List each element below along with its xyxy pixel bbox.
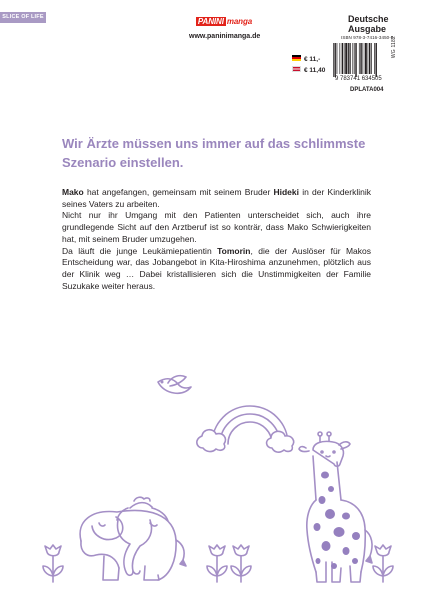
- barcode-bar: [374, 43, 375, 74]
- barcode-bar: [354, 43, 355, 74]
- blurb-paragraph-2: Nicht nur ihr Umgang mit den Patienten unterscheidet sich, auch ihre grundlegende Sicht auf den Arztberuf ist so konträr, dass Mako Schwierigkeiten hat, mit seinem Bruder umzugehen.: [62, 210, 371, 244]
- character-name: Mako: [62, 187, 84, 197]
- price-germany-value: € 11,-: [304, 56, 321, 63]
- austria-flag-icon: [292, 66, 301, 72]
- barcode-bar: [368, 43, 369, 74]
- blurb-paragraph-3: [62, 246, 371, 293]
- character-name: Hideki: [273, 187, 299, 197]
- barcode-bar: [352, 43, 353, 74]
- barcode-bar: [333, 43, 334, 77]
- barcode-bar: [371, 43, 372, 74]
- tulip-icon: [231, 545, 251, 582]
- price-austria: [292, 67, 325, 76]
- character-name: Tomorin: [217, 245, 251, 256]
- tulip-icon: [373, 545, 393, 582]
- barcode-bar: [359, 43, 360, 74]
- giraffe-spots: [314, 472, 361, 570]
- barcode-bar: [337, 43, 338, 74]
- isbn-text: ISBN 978-3-7416-3450-5: [341, 35, 394, 40]
- barcode-bar: [363, 43, 364, 74]
- giraffe-icon: [299, 432, 372, 582]
- barcode-bar: [334, 43, 335, 77]
- barcode-bar: [342, 43, 343, 74]
- barcode-icon: [333, 43, 389, 77]
- publisher-url: www.paninimanga.de: [189, 33, 261, 40]
- barcode-bar: [369, 43, 370, 74]
- barcode-bar: [360, 43, 361, 74]
- tagline: Wir Ärzte müssen uns immer auf das schlimmste Szenario einstellen.: [62, 136, 366, 170]
- bird-icon: [158, 376, 191, 394]
- barcode-digits: 9 783741 634505: [335, 76, 382, 82]
- blurb-text-segment: hat angefangen, gemeinsam mit seinem Bruder: [83, 187, 274, 197]
- wg-code: WG 1182: [391, 36, 397, 59]
- genre-tag: SLICE OF LIFE: [0, 12, 46, 23]
- barcode-bar: [350, 43, 351, 74]
- barcode-bar: [344, 43, 345, 74]
- barcode-bar: [348, 43, 349, 74]
- blurb-paragraph-1: [62, 187, 371, 210]
- article-code: DPLATA004: [350, 87, 384, 93]
- barcode-bar: [355, 43, 356, 77]
- blurb-text: [62, 187, 371, 292]
- illustration: [0, 360, 428, 600]
- elephant-icon: [80, 497, 186, 580]
- logo-part-manga: manga: [226, 17, 253, 26]
- blurb-text-segment: , die der Auslöser für Makos Entscheidung war, das Jobangebot in Kita-Hiroshima anzunehmen, plötzlich aus der Klinik weg … Dabei kristallisieren sich die Unstimmigkeiten der Familie Suzukake weiter heraus.: [62, 245, 372, 291]
- logo-part-panini: PANINI: [197, 17, 224, 26]
- panini-manga-logo: [192, 16, 256, 28]
- tulip-icon: [207, 545, 227, 582]
- blurb-text-segment: Da läuft die junge Leukämiepatientin: [62, 245, 218, 256]
- germany-flag-icon: [292, 55, 301, 61]
- barcode-bar: [345, 43, 347, 74]
- barcode-bar: [365, 43, 367, 74]
- cloud-icon: [197, 430, 294, 452]
- price-germany: [292, 56, 320, 65]
- barcode-bar: [339, 43, 340, 74]
- blurb-text-segment: in der Kinderklinik seines Vaters zu arbeiten.: [62, 187, 371, 209]
- tulip-icon: [43, 545, 63, 582]
- publisher-block: [189, 11, 259, 40]
- barcode-bar: [375, 43, 376, 77]
- price-austria-value: € 11,40: [304, 67, 326, 74]
- edition-label: Deutsche Ausgabe: [348, 14, 389, 34]
